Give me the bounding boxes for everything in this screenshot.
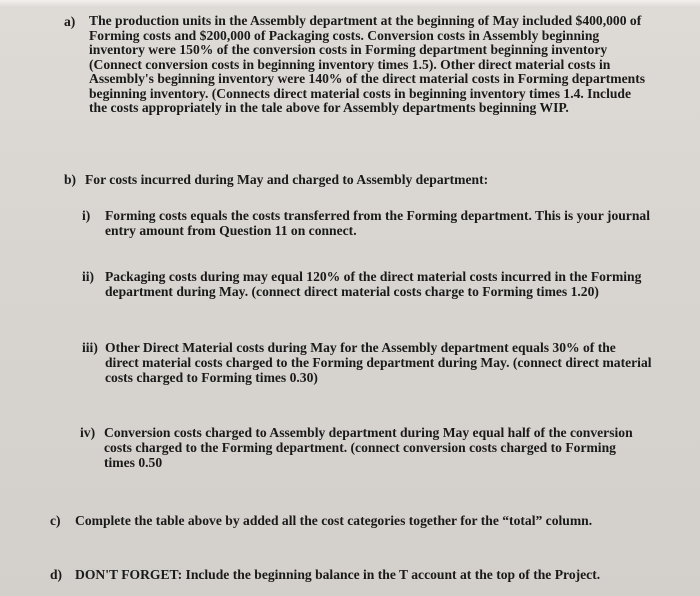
item-c-text: Complete the table above by added all the cost categories together for the “total” column. bbox=[75, 513, 593, 528]
item-b-iv-marker: iv) bbox=[80, 425, 96, 440]
item-b-iii-text: Other Direct Material costs during May for the Assembly department equals 30% of the direct material costs charged to the Forming department during May. (connect direct material costs charged to Forming times 0.30) bbox=[105, 340, 652, 385]
item-d-lead: DON'T FORGET: bbox=[75, 567, 183, 582]
item-b-ii-text: Packaging costs during may equal 120% of the direct material costs incurred in the Forming department during May. (connect direct material costs charge to Forming times 1.20) bbox=[105, 269, 642, 299]
item-c-marker: c) bbox=[50, 513, 61, 528]
item-b-text: For costs incurred during May and charged to Assembly department: bbox=[85, 172, 489, 187]
item-a-marker: a) bbox=[64, 14, 76, 29]
item-d-body bbox=[75, 567, 675, 582]
item-d-text: Include the beginning balance in the T account at the top of the Project. bbox=[182, 567, 601, 582]
top-border bbox=[0, 0, 700, 8]
item-b-iii-marker: iii) bbox=[82, 340, 98, 355]
item-b-ii-marker: ii) bbox=[82, 269, 95, 284]
item-b-iv-text: Conversion costs charged to Assembly department during May equal half of the conversion costs charged to the Forming department. (connect conversion costs charged to Forming times 0.50 bbox=[104, 425, 633, 470]
item-b-i-marker: i) bbox=[82, 208, 91, 223]
item-b-marker: b) bbox=[64, 172, 77, 187]
item-b-i-text: Forming costs equals the costs transferred from the Forming department. This is your journal entry amount from Question 11 on connect. bbox=[105, 208, 650, 238]
item-a-text: The production units in the Assembly department at the beginning of May included $400,000 of Forming costs and $200,000 of Packaging costs. Conversion costs in Assembly beginning inventory were 150% of the conversion costs in Forming department beginning inventory (Connect conversion costs in beginning inventory times 1.5). Other direct material costs in Assembly's beginning inventory were 140% of the direct material costs in Forming departments beginning inventory. (Connects direct material costs in beginning inventory times 1.4. Include the costs appropriately in the tale above for Assembly departments beginning WIP. bbox=[89, 13, 646, 115]
item-d-marker: d) bbox=[50, 567, 63, 582]
